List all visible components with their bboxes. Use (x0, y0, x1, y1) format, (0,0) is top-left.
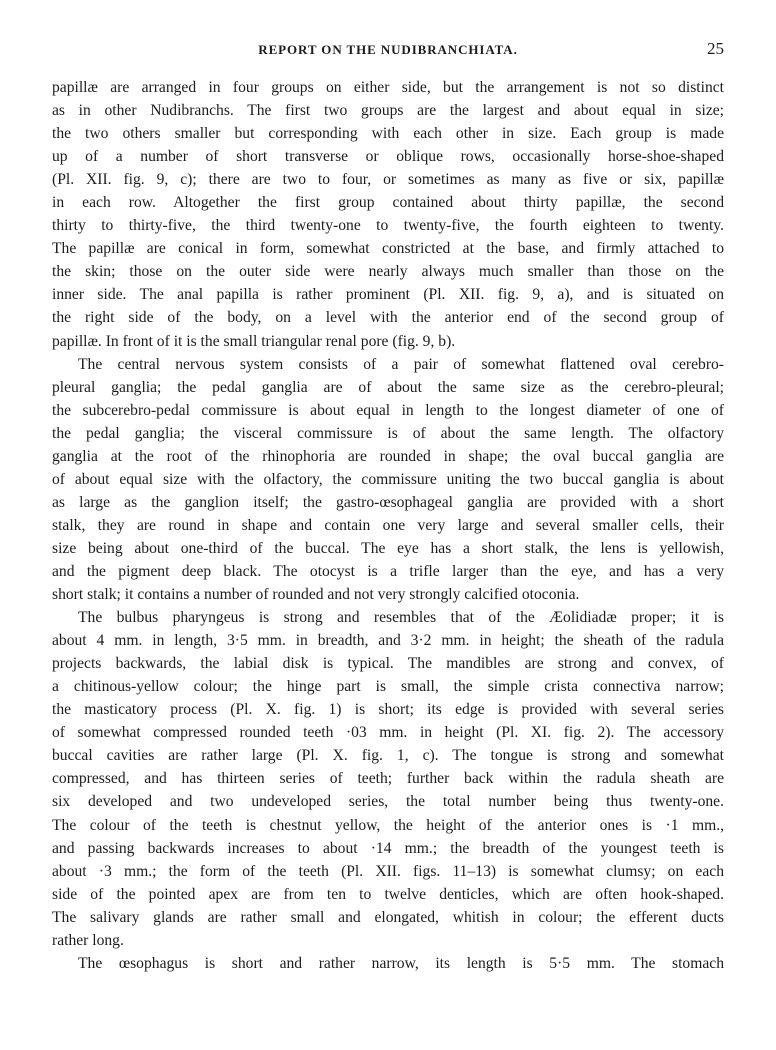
page-number: 25 (707, 39, 724, 58)
text-line: size being about one-third of the buccal. The eye has a short stalk, the lens is yellowish, (52, 539, 724, 557)
text-line: ganglia at the root of the rhinophoria are rounded in shape; the oval buccal ganglia are (52, 447, 724, 465)
text-line: inner side. The anal papilla is rather prominent (Pl. XII. fig. 9, a), and is situated on (52, 286, 724, 304)
text-line: about 4 mm. in length, 3·5 mm. in breadth, and 3·2 mm. in height; the sheath of the radula (52, 632, 724, 650)
text-line: stalk, they are round in shape and contain one very large and several smaller cells, their (52, 516, 724, 534)
text-line: The central nervous system consists of a pair of somewhat flattened oval cerebro- (78, 355, 724, 373)
text-line: rather long. (52, 931, 124, 949)
paragraph-nervous-system (52, 353, 724, 607)
text-line: the masticatory process (Pl. X. fig. 1) is short; its edge is provided with several series (52, 701, 724, 719)
text-line: in each row. Altogether the first group contained about thirty papillæ, the second (52, 194, 724, 212)
text-line: (Pl. XII. fig. 9, c); there are two to four, or sometimes as many as five or six, papillæ (52, 171, 724, 189)
text-line: projects backwards, the labial disk is typical. The mandibles are strong and convex, of (52, 655, 724, 673)
text-line: the skin; those on the outer side were nearly always much smaller than those on the (52, 263, 724, 281)
text-line: the subcerebro-pedal commissure is about equal in length to the longest diameter of one of (52, 401, 724, 419)
running-header (52, 39, 724, 64)
text-line: as in other Nudibranchs. The first two groups are the largest and about equal in size; (52, 102, 724, 120)
text-line: The bulbus pharyngeus is strong and resembles that of the Æolidiadæ proper; it is (78, 609, 724, 627)
text-line: of about equal size with the olfactory, the commissure uniting the two buccal ganglia is about (52, 470, 724, 488)
text-line: The œsophagus is short and rather narrow, its length is 5·5 mm. The stomach (78, 954, 724, 972)
text-line: buccal cavities are rather large (Pl. X. fig. 1, c). The tongue is strong and somewhat (52, 747, 724, 765)
text-line: pleural ganglia; the pedal ganglia are of about the same size as the cerebro-pleural; (52, 378, 724, 396)
text-line: short stalk; it contains a number of rounded and not very strongly calcified otoconia. (52, 586, 580, 604)
text-line: the two others smaller but corresponding with each other in size. Each group is made (52, 125, 724, 143)
text-line: thirty to thirty-five, the third twenty-one to twenty-five, the fourth eighteen to twenty. (52, 217, 724, 235)
text-line: and passing backwards increases to about ·14 mm.; the breadth of the youngest teeth is (52, 839, 724, 857)
text-line: the right side of the body, on a level with the anterior end of the second group of (52, 309, 724, 327)
text-line: The salivary glands are rather small and elongated, whitish in colour; the efferent ducts (52, 908, 724, 926)
paragraph-bulbus-pharyngeus (52, 606, 724, 952)
text-line: six developed and two undeveloped series, the total number being thus twenty-one. (52, 793, 724, 811)
text-line: and the pigment deep black. The otocyst is a trifle larger than the eye, and has a very (52, 562, 724, 580)
body-text (52, 76, 724, 975)
text-line: The papillæ are conical in form, somewhat constricted at the base, and firmly attached to (52, 240, 724, 258)
text-line: papillæ are arranged in four groups on either side, but the arrangement is not so distinct (52, 79, 724, 96)
text-line: of somewhat compressed rounded teeth ·03 mm. in height (Pl. XI. fig. 2). The accessory (52, 724, 724, 742)
text-line: papillæ. In front of it is the small triangular renal pore (fig. 9, b). (52, 332, 456, 350)
text-line: side of the pointed apex are from ten to twelve denticles, which are often hook-shaped. (52, 885, 724, 903)
text-line: a chitinous-yellow colour; the hinge part is small, the simple crista connectiva narrow; (52, 678, 724, 696)
text-line: about ·3 mm.; the form of the teeth (Pl. XII. figs. 11–13) is somewhat clumsy; on each (52, 862, 724, 880)
text-line: the pedal ganglia; the visceral commissure is of about the same length. The olfactory (52, 424, 724, 442)
text-line: up of a number of short transverse or oblique rows, occasionally horse-shoe-shaped (52, 148, 724, 166)
text-line: compressed, and has thirteen series of teeth; further back within the radula sheath are (52, 770, 724, 788)
paragraph-papillae (52, 76, 724, 353)
paragraph-oesophagus (52, 952, 724, 975)
text-line: The colour of the teeth is chestnut yellow, the height of the anterior ones is ·1 mm., (52, 816, 724, 834)
text-line: as large as the ganglion itself; the gastro-œsophageal ganglia are provided with a short (52, 493, 724, 511)
running-title: REPORT ON THE NUDIBRANCHIATA. (258, 42, 518, 57)
